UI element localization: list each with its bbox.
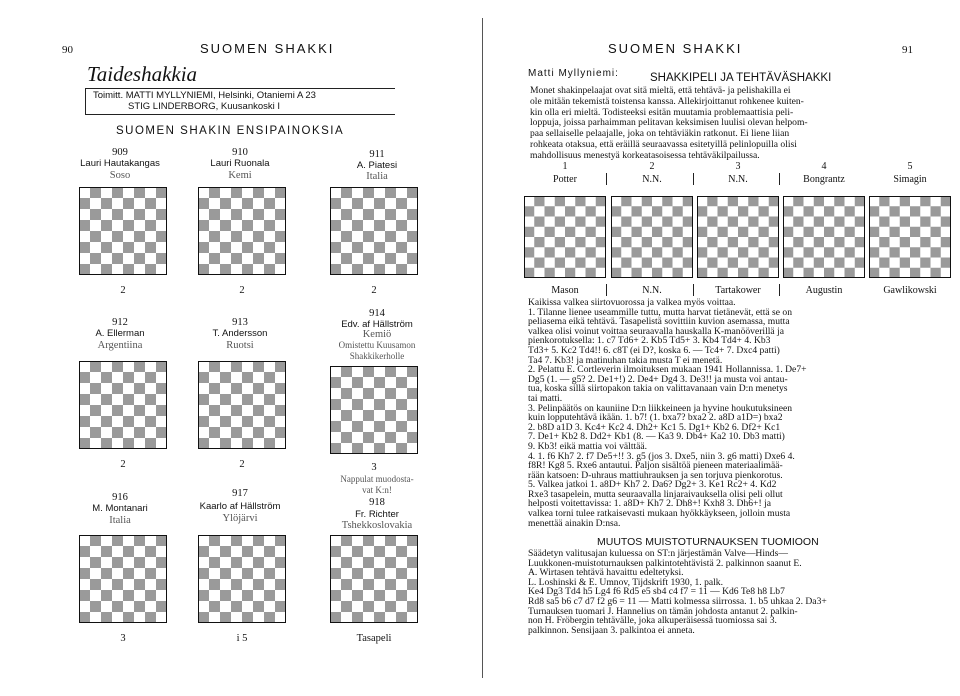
problem-913-author: T. Andersson bbox=[212, 328, 268, 339]
diagram-number: 5 bbox=[907, 161, 913, 172]
body-line: 9. Kb3! eikä mattia voi välttää. bbox=[528, 441, 648, 452]
game-diagram-5 bbox=[869, 196, 951, 278]
notice-line: L. Loshinski & E. Umnov, Tijdskrift 1930, 1. palk. bbox=[528, 577, 723, 588]
diagram-bottom-label: Tartakower bbox=[715, 285, 761, 296]
diagram-top-label: Bongrantz bbox=[803, 174, 845, 185]
body-line: 4. 1. f6 Kh7 2. f7 De5+!! 3. g5 (jos 3. Dxe5, niin 3. g6 matti) Dxe6 4. bbox=[528, 451, 795, 462]
intro-line: rohkeata otaksua, että eräillä seuraavassa esitetyillä pelinlopuilla olisi bbox=[530, 139, 797, 150]
problem-916-caption: 3 bbox=[120, 633, 126, 644]
notice-line: Ke4 Dg3 Td4 h5 Lg4 f6 Rd5 e5 sb4 c4 f7 = 11 — Kd6 Te8 h8 Lb7 bbox=[528, 587, 785, 597]
problem-912-number: 912 bbox=[112, 317, 128, 328]
intro-line: mahdollisuus menestyä korkeatasoisessa tehtäväkilpailussa. bbox=[530, 150, 760, 161]
problem-917-place: Ylöjärvi bbox=[222, 513, 258, 524]
problem-913-place: Ruotsi bbox=[226, 340, 254, 351]
body-line: valkea torni tulee ratkaisevasti mukaan hyökkäykseen, jolloin musta bbox=[528, 509, 791, 519]
diagram-number: 1 bbox=[562, 161, 568, 172]
body-line: 5. Valkea jatkoi 1. a8D+ Kh7 2. Da6? Dg2+ 3. Ke1 Rc2+ 4. Kd2 bbox=[528, 480, 777, 490]
notice-line: palkinnon. Sensijaan 3. palkintoa ei anneta. bbox=[528, 625, 695, 636]
problem-912-caption: 2 bbox=[120, 459, 126, 470]
left-page-number: 90 bbox=[62, 44, 73, 56]
problem-913-number: 913 bbox=[232, 317, 248, 328]
body-line: Kaikissa valkea siirtovuorossa ja valkea myös voittaa. bbox=[528, 298, 736, 308]
editors-line-1: Toimitt. MATTI MYLLYNIEMI, Helsinki, Otaniemi A 23 bbox=[93, 90, 316, 101]
body-line: Rxe3 tasapelein, mutta seuraavalla linjaraivauksella olisi peli ollut bbox=[528, 489, 783, 500]
problem-914-caption: 3 bbox=[371, 462, 377, 473]
problem-914-place: Kemiö bbox=[362, 329, 392, 340]
body-line: 2. Pelattu E. Cortleverin ilmoituksen mukaan 1941 Hollannissa. 1. De7+ bbox=[528, 365, 807, 375]
diagram-top-label: Potter bbox=[553, 174, 577, 185]
problem-912-place: Argentiina bbox=[97, 340, 143, 351]
diagram-bottom-label: Augustin bbox=[805, 285, 843, 296]
diagram-top-label: Simagin bbox=[893, 174, 927, 185]
article-body bbox=[528, 298, 933, 528]
body-line: menettää ainakin D:nsa. bbox=[528, 518, 621, 529]
intro-line: kin olla eri mieltä. Todisteeksi esitän muutamia problemaattisia peli- bbox=[530, 107, 794, 118]
body-line: kuin lopputehtävä ikään. 1. b7! (1. bxa7? bxa2 2. a8D a1D=) bxa2 bbox=[528, 413, 783, 423]
problem-916-place: Italia bbox=[109, 515, 131, 526]
problem-917-caption: i 5 bbox=[236, 633, 248, 644]
body-line: Dg5 (1. — g5? 2. De1+!) 2. De4+ Dg4 3. De3!! ja musta voi antau- bbox=[528, 374, 788, 385]
body-line: Td3+ 5. Kc2 Td4!! 6. c8T (ei D?, koska 6. — Tc4+ 7. Dxc4 patti) bbox=[528, 345, 780, 356]
diagram-number: 2 bbox=[649, 161, 655, 172]
game-diagram-4 bbox=[783, 196, 865, 278]
diagram-917 bbox=[198, 535, 286, 623]
body-line: rään katsoen: D-uhraus mattiuhrauksen ja sen torjuva pienkorotus. bbox=[528, 470, 783, 481]
problem-909-number: 909 bbox=[112, 147, 128, 158]
right-running-head: SUOMEN SHAKKI bbox=[608, 41, 743, 56]
problem-911-number: 911 bbox=[369, 149, 385, 160]
column-title: Taideshakkia bbox=[87, 62, 198, 86]
notice-line: non H. Fröbergin tehtävälle, joka alkuperäisessä tuomiossa sai 3. bbox=[528, 616, 777, 626]
diagram-top-label: N.N. bbox=[728, 174, 748, 185]
problem-910-caption: 2 bbox=[239, 285, 245, 296]
notice-body bbox=[528, 549, 933, 635]
intro-line: paa sellaiselle pelaajalle, joka on tehtäviäkin ratkonut. Ei liene liian bbox=[530, 129, 790, 140]
diagram-911 bbox=[330, 187, 418, 275]
diagram-913 bbox=[198, 361, 286, 449]
problem-911-place: Italia bbox=[366, 171, 388, 182]
diagram-910 bbox=[198, 187, 286, 275]
diagram-918 bbox=[330, 535, 418, 623]
problem-910-place: Kemi bbox=[228, 170, 252, 181]
body-line: valkea olisi voinut voittaa seuraavalla hauskalla K-manööverillä ja bbox=[528, 326, 785, 337]
game-diagram-1 bbox=[524, 196, 606, 278]
problem-918-number: 918 bbox=[369, 497, 385, 508]
diagram-909 bbox=[79, 187, 167, 275]
notice-line: Turnauksen tuomari J. Hannelius on tämän johdosta antanut 2. palkin- bbox=[528, 606, 798, 617]
problem-914-dedication-2: Shakkikerholle bbox=[349, 351, 405, 361]
notice-line: Säädetyn valitusajan kuluessa on ST:n järjestämän Valve—Hinds— bbox=[528, 549, 788, 559]
section-heading: SUOMEN SHAKIN ENSIPAINOKSIA bbox=[116, 125, 345, 137]
body-line: f8R! Kg8 5. Rxe6 antautui. Paljon sisältöä pieneen materiaalimää- bbox=[528, 461, 783, 471]
right-page-number: 91 bbox=[902, 44, 913, 56]
diagram-number: 3 bbox=[735, 161, 741, 172]
notice-line: A. Wirtasen tehtävä havaittu edeltetyksi. bbox=[528, 568, 684, 578]
notice-line: Rd8 sa5 b6 c7 d7 f2 g6 = 11 — Matti kolmessa siirrossa. 1. b5 uhkaa 2. Da3+ bbox=[528, 596, 827, 607]
problem-917-number: 917 bbox=[232, 488, 248, 499]
problem-913-caption: 2 bbox=[239, 459, 245, 470]
intro-line: ole mitään tekemistä toistensa kanssa. Allekirjoittanut rohkenee kuiten- bbox=[530, 96, 804, 107]
problem-909-author: Lauri Hautakangas bbox=[80, 158, 160, 169]
body-line: tai matti. bbox=[528, 393, 563, 404]
problem-916-number: 916 bbox=[112, 492, 128, 503]
body-line: tua, koska sillä siirtopakon takia on valittavanaan vain D:n menetys bbox=[528, 384, 788, 394]
intro-line: Monet shakinpelaajat ovat sitä mieltä, että tehtävä- ja pelishakilla ei bbox=[530, 86, 791, 96]
body-line: Ta4 7. Kb3! ja matinuhan takia musta T ei menetä. bbox=[528, 355, 723, 366]
body-line: pienkorotuksella: 1. c7 Td6+ 2. Kb5 Td5+ 3. Kb4 Td4+ 4. Kb3 bbox=[528, 336, 771, 346]
diagram-bottom-label: Mason bbox=[551, 285, 579, 296]
body-line: 2. b8D a1D 3. Kc4+ Kc2 4. Dh2+ Kc1 5. Dg1+ Kb2 6. Df2+ Kc1 bbox=[528, 422, 781, 433]
game-diagram-3 bbox=[697, 196, 779, 278]
body-line: peliasema eikä tehtävä. Tasapelistä sovittiin kuvion asemassa, mutta bbox=[528, 317, 790, 327]
problem-917-author: Kaarlo af Hällström bbox=[199, 501, 281, 512]
body-line: 1. Tilanne lienee useammille tuttu, mutta harvat tietänevät, että se on bbox=[528, 307, 793, 318]
diagram-top-label: N.N. bbox=[642, 174, 662, 185]
problem-914-side-note-2: vat K:n! bbox=[362, 485, 392, 495]
left-running-head: SUOMEN SHAKKI bbox=[200, 41, 335, 56]
diagram-912 bbox=[79, 361, 167, 449]
problem-914-dedication-1: Omistettu Kuusamon bbox=[338, 340, 416, 350]
editors-line-2: STIG LINDERBORG, Kuusankoski I bbox=[128, 101, 281, 112]
diagram-number: 4 bbox=[821, 161, 827, 172]
problem-909-place: Soso bbox=[109, 170, 131, 181]
article-title: SHAKKIPELI JA TEHTÄVÄSHAKKI bbox=[650, 72, 832, 84]
page-gutter bbox=[482, 18, 483, 678]
body-line: helposti voitettavissa: 1. a8D+ Kh7 2. Dh8+! Kxh8 3. Dh6+! ja bbox=[528, 499, 771, 510]
problem-911-caption: 2 bbox=[371, 285, 377, 296]
diagram-914 bbox=[330, 366, 418, 454]
problem-914-side-note-1: Nappulat muodosta- bbox=[340, 474, 414, 484]
game-diagram-2 bbox=[611, 196, 693, 278]
problem-911-author: A. Piatesi bbox=[356, 160, 398, 171]
body-line: 7. De1+ Kb2 8. Dd2+ Kb1 (8. — Ka3 9. Db4+ Ka2 10. Db3 matti) bbox=[528, 432, 785, 442]
problem-916-author: M. Montanari bbox=[92, 503, 148, 514]
notice-line: Luukkonen-muistoturnauksen palkintotehtävistä 2. palkinnon saanut E. bbox=[528, 558, 802, 569]
diagram-bottom-label: Gawlikowski bbox=[883, 285, 937, 296]
problem-918-caption: Tasapeli bbox=[356, 633, 392, 644]
body-line: 3. Pelinpäätös on kauniine D:n liikkeineen ja hyvine houkutuksineen bbox=[528, 403, 793, 414]
problem-910-number: 910 bbox=[232, 147, 248, 158]
problem-918-author: Fr. Richter bbox=[355, 509, 399, 520]
article-byline: Matti Myllyniemi: bbox=[528, 68, 619, 79]
problem-914-number: 914 bbox=[369, 308, 385, 319]
notice-heading: MUUTOS MUISTOTURNAUKSEN TUOMIOON bbox=[597, 536, 819, 548]
article-intro bbox=[530, 86, 925, 162]
problem-912-author: A. Ellerman bbox=[95, 328, 145, 339]
diagram-916 bbox=[79, 535, 167, 623]
problem-914-author: Edv. af Hällström bbox=[341, 319, 413, 330]
problem-909-caption: 2 bbox=[120, 285, 126, 296]
diagram-bottom-label: N.N. bbox=[642, 285, 662, 296]
intro-line: loppuja, joissa parhaimman pelitavan keksimisen luulisi olevan helpom- bbox=[530, 118, 808, 129]
problem-918-place: Tshekkoslovakia bbox=[341, 520, 413, 531]
problem-910-author: Lauri Ruonala bbox=[210, 158, 270, 169]
